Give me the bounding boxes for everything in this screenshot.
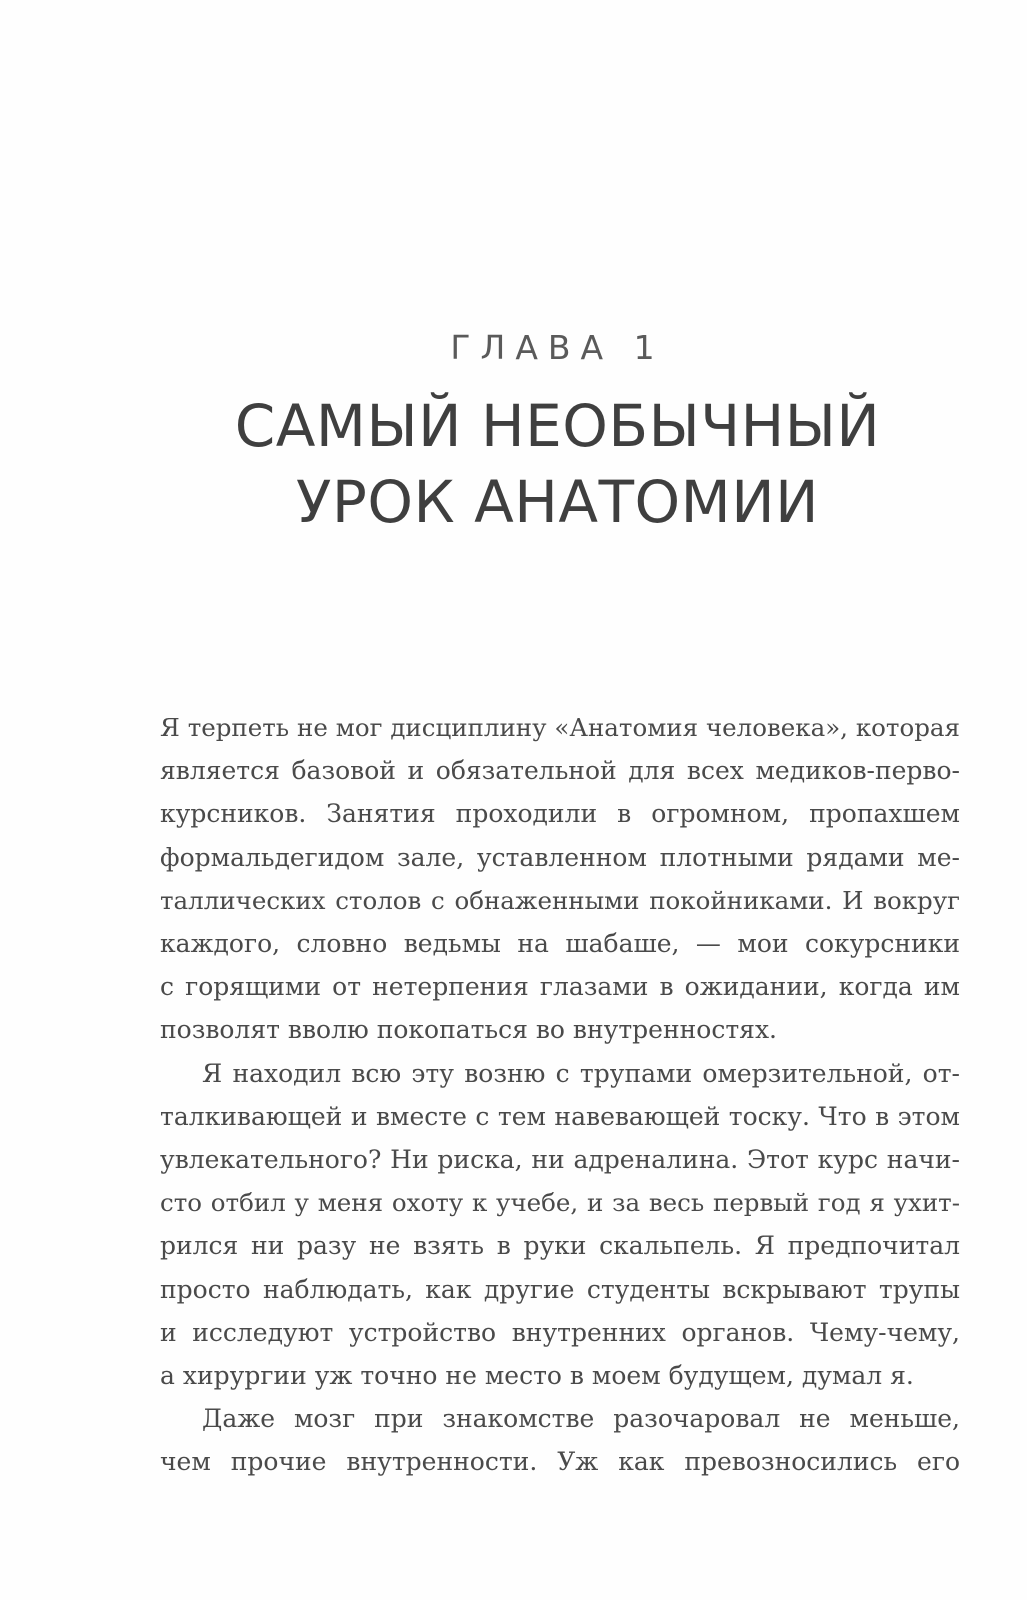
- text-line: с горящими от нетерпения глазами в ожидании, когда им: [160, 972, 960, 1002]
- body-text: [160, 706, 960, 1484]
- text-line: каждого, словно ведьмы на шабаше, — мои сокурсники: [160, 929, 960, 959]
- chapter-title-line: САМЫЙ НЕОБЫЧНЫЙ: [234, 392, 881, 460]
- text-line: талкивающей и вместе с тем навевающей тоску. Что в этом: [160, 1101, 960, 1131]
- text-line: чем прочие внутренности. Уж как превозносились его: [160, 1447, 960, 1477]
- text-line: является базовой и обязательной для всех медиков-перво-: [160, 756, 960, 786]
- text-line: увлекательного? Ни риска, ни адреналина. Этот курс начи-: [160, 1145, 960, 1175]
- text-line: просто наблюдать, как другие студенты вскрывают трупы: [160, 1274, 960, 1304]
- paragraph: [160, 1397, 960, 1483]
- chapter-title: [0, 388, 1027, 540]
- text-line: Я находил всю эту возню с трупами омерзительной, от-: [202, 1058, 960, 1088]
- paragraph: [160, 706, 960, 1052]
- text-line: Даже мозг при знакомстве разочаровал не меньше,: [202, 1404, 960, 1434]
- text-line: формальдегидом зале, уставленном плотными рядами ме-: [160, 842, 960, 872]
- paragraph: [160, 1052, 960, 1398]
- text-line: Я терпеть не мог дисциплину «Анатомия человека», которая: [160, 713, 960, 742]
- text-line: сто отбил у меня охоту к учебе, и за весь первый год я ухит-: [160, 1188, 960, 1218]
- chapter-label: ГЛАВА 1: [450, 328, 665, 367]
- text-line: позволят вволю покопаться во внутренностях.: [160, 1015, 777, 1045]
- chapter-title-line: УРОК АНАТОМИИ: [296, 468, 819, 536]
- text-line: рился ни разу не взять в руки скальпель. Я предпочитал: [160, 1231, 960, 1261]
- text-line: курсников. Занятия проходили в огромном, пропахшем: [160, 799, 960, 829]
- text-line: и исследуют устройство внутренних органов. Чему-чему,: [160, 1317, 960, 1347]
- text-line: а хирургии уж точно не место в моем будущем, думал я.: [160, 1361, 914, 1391]
- text-line: таллических столов с обнаженными покойниками. И вокруг: [160, 885, 960, 915]
